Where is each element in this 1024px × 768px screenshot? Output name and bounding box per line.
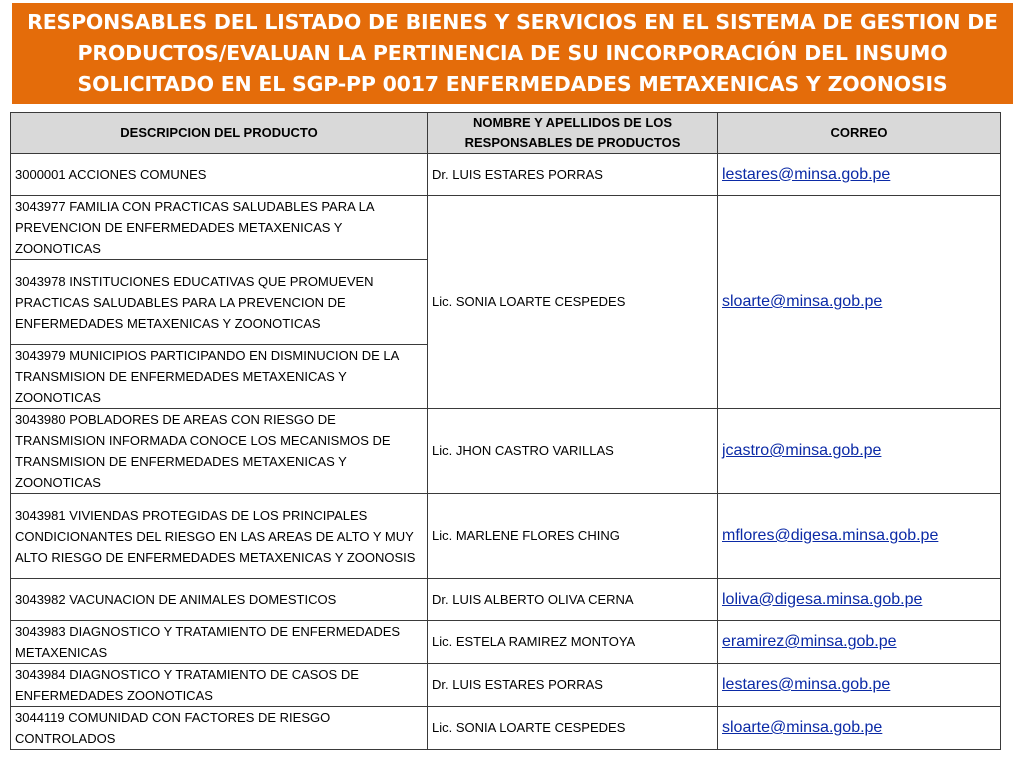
table-row	[11, 196, 1001, 260]
email-cell	[718, 409, 1001, 494]
responsible-cell: Dr. LUIS ALBERTO OLIVA CERNA	[428, 579, 718, 621]
header-product: DESCRIPCION DEL PRODUCTO	[11, 113, 428, 154]
email-cell	[718, 579, 1001, 621]
responsible-cell: Dr. LUIS ESTARES PORRAS	[428, 154, 718, 196]
email-link[interactable]: sloarte@minsa.gob.pe	[722, 719, 883, 736]
table-row	[11, 154, 1001, 196]
email-cell	[718, 621, 1001, 664]
responsible-cell: Lic. MARLENE FLORES CHING	[428, 494, 718, 579]
email-link[interactable]: loliva@digesa.minsa.gob.pe	[722, 590, 923, 608]
product-cell: 3000001 ACCIONES COMUNES	[11, 154, 428, 196]
email-cell	[718, 707, 1001, 750]
product-cell: 3043977 FAMILIA CON PRACTICAS SALUDABLES PARA LA PREVENCION DE ENFERMEDADES METAXENICAS Y ZOONOTICAS	[11, 196, 428, 260]
email-link[interactable]: lestares@minsa.gob.pe	[722, 676, 891, 693]
email-link[interactable]: mflores@digesa.minsa.gob.pe	[722, 527, 939, 544]
email-link[interactable]: lestares@minsa.gob.pe	[722, 165, 891, 183]
table-row	[11, 494, 1001, 579]
table-row	[11, 664, 1001, 707]
responsible-cell: Lic. ESTELA RAMIREZ MONTOYA	[428, 621, 718, 664]
header-email: CORREO	[718, 113, 1001, 154]
email-link[interactable]: jcastro@minsa.gob.pe	[722, 442, 882, 459]
table-row	[11, 707, 1001, 750]
table-row	[11, 409, 1001, 494]
product-cell: 3043982 VACUNACION DE ANIMALES DOMESTICOS	[11, 579, 428, 621]
product-cell: 3043980 POBLADORES DE AREAS CON RIESGO DE TRANSMISION INFORMADA CONOCE LOS MECANISMOS DE TRANSMISION DE ENFERMEDADES METAXENICAS Y ZOONOTICAS	[11, 409, 428, 494]
email-cell	[718, 494, 1001, 579]
email-link[interactable]: sloarte@minsa.gob.pe	[722, 293, 883, 310]
product-cell: 3043978 INSTITUCIONES EDUCATIVAS QUE PROMUEVEN PRACTICAS SALUDABLES PARA LA PREVENCION DE ENFERMEDADES METAXENICAS Y ZOONOTICAS	[11, 260, 428, 345]
header-responsible: NOMBRE Y APELLIDOS DE LOS RESPONSABLES DE PRODUCTOS	[428, 113, 718, 154]
responsible-cell: Dr. LUIS ESTARES PORRAS	[428, 664, 718, 707]
product-cell: 3043984 DIAGNOSTICO Y TRATAMIENTO DE CASOS DE ENFERMEDADES ZOONOTICAS	[11, 664, 428, 707]
responsible-cell: Lic. JHON CASTRO VARILLAS	[428, 409, 718, 494]
page-title: RESPONSABLES DEL LISTADO DE BIENES Y SERVICIOS EN EL SISTEMA DE GESTION DE PRODUCTOS/EVALUAN LA PERTINENCIA DE SU INCORPORACIÓN DEL INSUMO SOLICITADO EN EL SGP-PP 0017 ENFERMEDADES METAXENICAS Y ZOONOSIS	[27, 10, 998, 96]
table-header-row	[11, 113, 1001, 154]
product-cell: 3043979 MUNICIPIOS PARTICIPANDO EN DISMINUCION DE LA TRANSMISION DE ENFERMEDADES METAXENICAS Y ZOONOTICAS	[11, 345, 428, 409]
email-cell	[718, 154, 1001, 196]
table-row	[11, 621, 1001, 664]
responsables-table	[10, 112, 1001, 750]
product-cell: 3043983 DIAGNOSTICO Y TRATAMIENTO DE ENFERMEDADES METAXENICAS	[11, 621, 428, 664]
email-cell	[718, 664, 1001, 707]
email-cell	[718, 196, 1001, 409]
product-cell: 3044119 COMUNIDAD CON FACTORES DE RIESGO CONTROLADOS	[11, 707, 428, 750]
email-link[interactable]: eramirez@minsa.gob.pe	[722, 633, 897, 650]
title-banner	[12, 3, 1013, 104]
product-cell: 3043981 VIVIENDAS PROTEGIDAS DE LOS PRINCIPALES CONDICIONANTES DEL RIESGO EN LAS AREAS DE ALTO Y MUY ALTO RIESGO DE ENFERMEDADES METAXENICAS Y ZOONOSIS	[11, 494, 428, 579]
table-row	[11, 579, 1001, 621]
responsible-cell: Lic. SONIA LOARTE CESPEDES	[428, 707, 718, 750]
responsible-cell: Lic. SONIA LOARTE CESPEDES	[428, 196, 718, 409]
